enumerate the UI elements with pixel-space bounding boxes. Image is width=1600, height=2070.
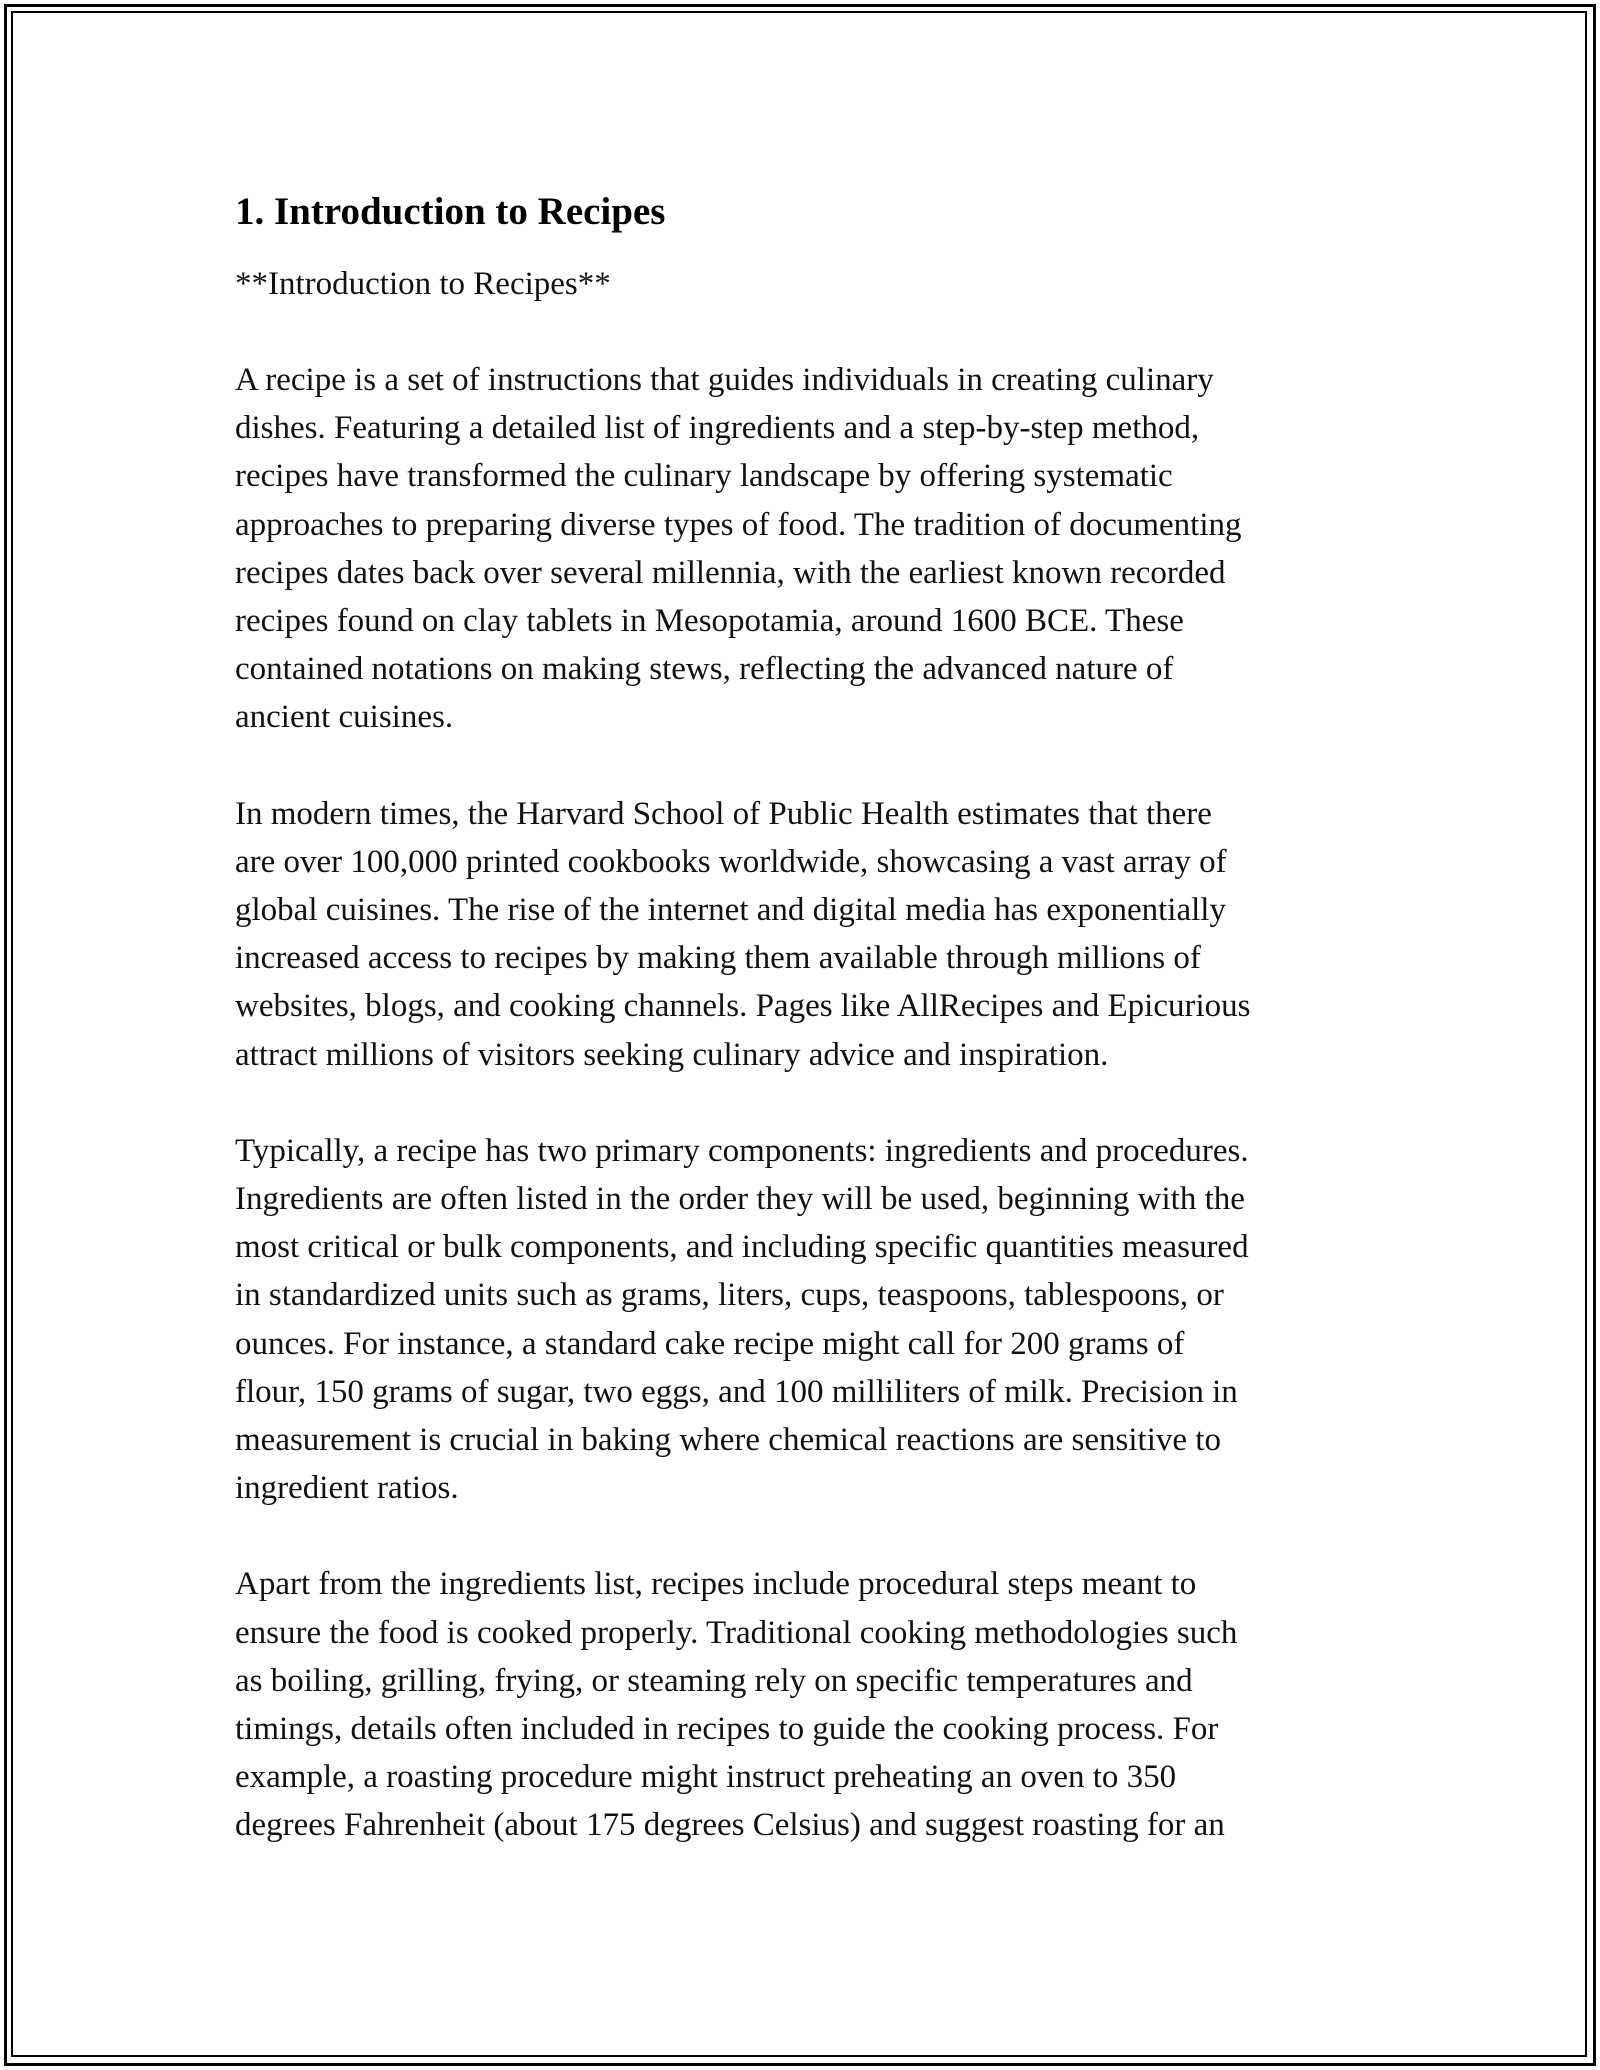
paragraph-4: Apart from the ingredients list, recipes include procedural steps meant to ensure the food is cooked properly. Traditional cooking methodologies such as boiling, grilling, frying, or steaming rely on specific temperatures and timings, details often included in recipes to guide the cooking process. For example, a roasting procedure might instruct preheating an oven to 350 degrees Fahrenheit (about 175 degrees Celsius) and suggest roasting for an — [235, 1566, 1238, 1844]
section-heading: 1. Introduction to Recipes — [235, 190, 666, 233]
paragraph-3: Typically, a recipe has two primary components: ingredients and procedures. Ingredients are often listed in the order they will be used, beginning with the most critical or bulk components, and including specific quantities measured in standardized units such as grams, liters, cups, teaspoons, tablespoons, or ounces. For instance, a standard cake recipe might call for 200 grams of flour, 150 grams of sugar, two eggs, and 100 milliliters of milk. Precision in measurement is crucial in baking where chemical reactions are sensitive to ingredient ratios. — [235, 1132, 1249, 1507]
paragraph-1: A recipe is a set of instructions that guides individuals in creating culinary dishes. Featuring a detailed list of ingredients and a step-by-step method, recipes have transformed the culinary landscape by offering systematic approaches to preparing diverse types of food. The tradition of documenting recipes dates back over several millennia, with the earliest known recorded recipes found on clay tablets in Mesopotamia, around 1600 BCE. These contained notations on making stews, reflecting the advanced nature of ancient cuisines. — [235, 362, 1242, 736]
paragraph-2: In modern times, the Harvard School of Public Health estimates that there are over 100,000 printed cookbooks worldwide, showcasing a vast array of global cuisines. The rise of the internet and digital media has exponentially increased access to recipes by making them available through millions of websites, blogs, and cooking channels. Pages like AllRecipes and Epicurious attract millions of visitors seeking culinary advice and inspiration. — [235, 795, 1251, 1073]
document-body — [235, 188, 1375, 1898]
section-subtitle: **Introduction to Recipes** — [235, 266, 611, 302]
